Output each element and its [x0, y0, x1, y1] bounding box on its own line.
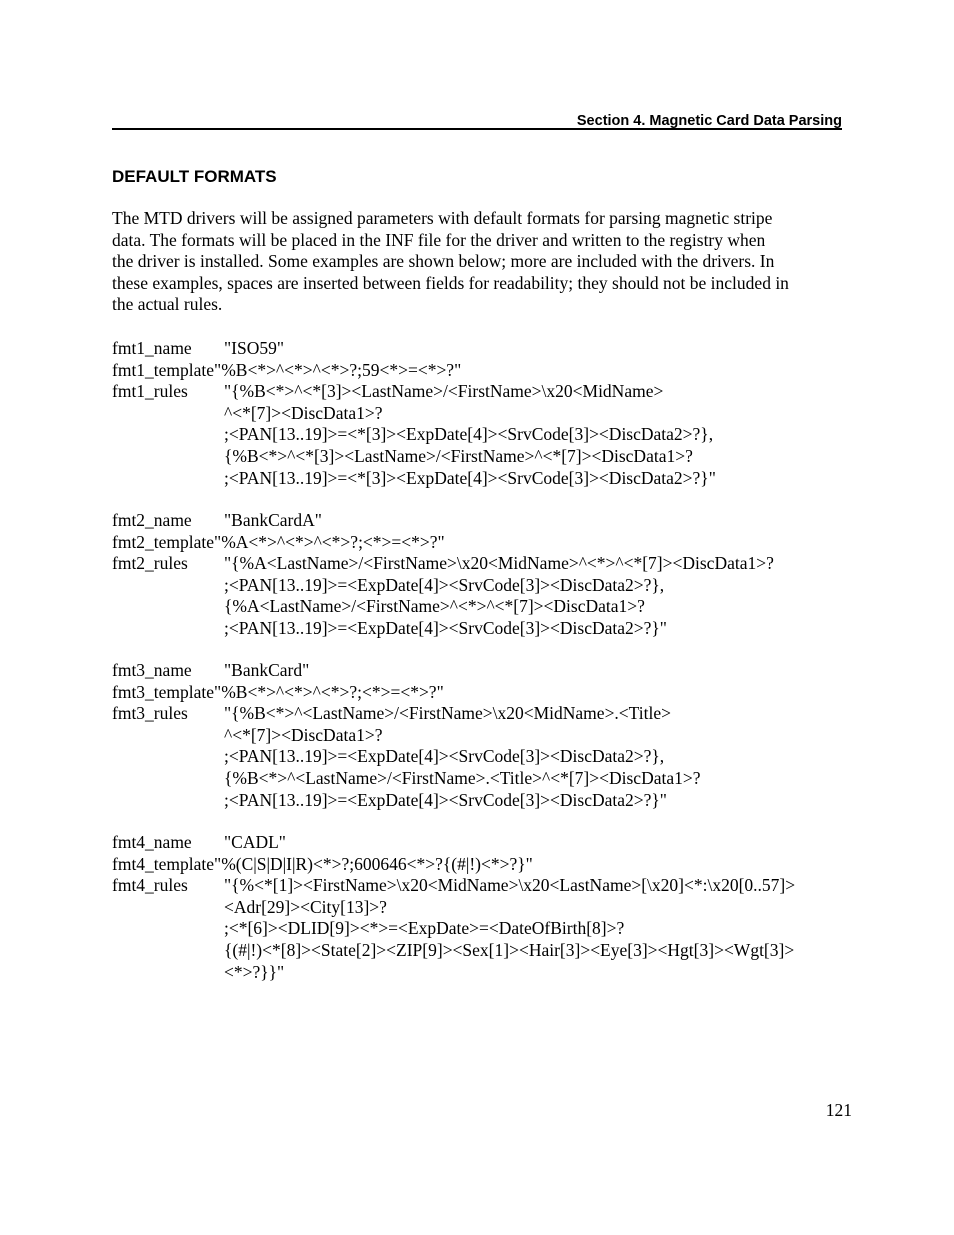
- format-name-row: [112, 510, 842, 532]
- format-rules-key: fmt1_rules: [112, 381, 188, 402]
- format-rules-line: {%B<*>^<LastName>/<FirstName>.<Title>^<*[7]><DiscData1>?: [224, 767, 701, 788]
- format-rules-line: "{%A<LastName>/<FirstName>\x20<MidName>^<*>^<*[7]><DiscData1>?: [224, 553, 774, 574]
- format-name-value: "ISO59": [224, 338, 284, 358]
- format-block-fmt4: [112, 832, 842, 983]
- format-name-key: fmt3_name: [112, 660, 192, 680]
- format-rules-row: [112, 703, 842, 725]
- format-rules-line: ;<PAN[13..19]>=<*[3]><ExpDate[4]><SrvCode[3]><DiscData2>?},: [224, 424, 714, 445]
- format-name-row: [112, 338, 842, 360]
- format-rules-continuation: [112, 403, 842, 425]
- format-name-row: [112, 660, 842, 682]
- format-rules-line: ;<PAN[13..19]>=<ExpDate[4]><SrvCode[3]><DiscData2>?},: [224, 746, 665, 767]
- format-template-text: fmt4_template"%(C|S|D|I|R)<*>?;600646<*>?{(#|!)<*>?}": [112, 853, 533, 874]
- format-template-row: [112, 360, 842, 382]
- format-rules-line: ^<*[7]><DiscData1>?: [224, 402, 383, 423]
- intro-line: The MTD drivers will be assigned parameters with default formats for parsing magnetic stripe: [112, 208, 773, 228]
- format-rules-continuation: [112, 618, 842, 640]
- intro-line: data. The formats will be placed in the INF file for the driver and written to the registry when: [112, 229, 766, 250]
- format-rules-line: ;<PAN[13..19]>=<ExpDate[4]><SrvCode[3]><DiscData2>?},: [224, 574, 665, 595]
- page-number: 121: [825, 1100, 852, 1120]
- format-rules-continuation: [112, 746, 842, 768]
- format-rules-row: [112, 381, 842, 403]
- format-name-row: [112, 832, 842, 854]
- format-rules-line: ;<PAN[13..19]>=<*[3]><ExpDate[4]><SrvCode[3]><DiscData2>?}": [224, 467, 716, 488]
- format-rules-line: {(#|!)<*[8]><State[2]><ZIP[9]><Sex[1]><Hair[3]><Eye[3]><Hgt[3]><Wgt[3]>: [224, 939, 795, 960]
- header-rule: [112, 128, 842, 130]
- format-name-key: fmt2_name: [112, 510, 192, 530]
- format-rules-continuation: [112, 725, 842, 747]
- format-rules-line: <Adr[29]><City[13]>?: [224, 896, 387, 917]
- format-name-key: fmt1_name: [112, 338, 192, 358]
- format-rules-row: [112, 875, 842, 897]
- format-template-text: fmt1_template"%B<*>^<*>^<*>?;59<*>=<*>?": [112, 359, 462, 380]
- format-rules-line: ;<PAN[13..19]>=<ExpDate[4]><SrvCode[3]><DiscData2>?}": [224, 789, 667, 810]
- format-rules-continuation: [112, 468, 842, 490]
- format-block-fmt3: [112, 660, 842, 811]
- format-rules-continuation: [112, 962, 842, 984]
- format-template-row: [112, 682, 842, 704]
- format-name-key: fmt4_name: [112, 832, 192, 852]
- format-rules-continuation: [112, 940, 842, 962]
- intro-line: the actual rules.: [112, 294, 223, 314]
- format-name-value: "CADL": [224, 832, 286, 852]
- format-rules-line: ^<*[7]><DiscData1>?: [224, 724, 383, 745]
- running-header: Section 4. Magnetic Card Data Parsing: [576, 113, 842, 129]
- format-name-value: "BankCardA": [224, 510, 322, 530]
- format-rules-line: "{%<*[1]><FirstName>\x20<MidName>\x20<LastName>[\x20]<*:\x20[0..57]>: [224, 875, 796, 896]
- format-rules-line: "{%B<*>^<*[3]><LastName>/<FirstName>\x20<MidName>: [224, 381, 664, 402]
- format-rules-continuation: [112, 897, 842, 919]
- format-rules-continuation: [112, 790, 842, 812]
- format-template-row: [112, 854, 842, 876]
- format-rules-row: [112, 553, 842, 575]
- format-block-fmt1: [112, 338, 842, 489]
- format-rules-continuation: [112, 446, 842, 468]
- format-rules-line: {%B<*>^<*[3]><LastName>/<FirstName>^<*[7]><DiscData1>?: [224, 445, 693, 466]
- format-template-text: fmt3_template"%B<*>^<*>^<*>?;<*>=<*>?": [112, 681, 444, 702]
- format-rules-line: "{%B<*>^<LastName>/<FirstName>\x20<MidName>.<Title>: [224, 703, 671, 724]
- format-rules-continuation: [112, 918, 842, 940]
- format-block-fmt2: [112, 510, 842, 640]
- format-template-text: fmt2_template"%A<*>^<*>^<*>?;<*>=<*>?": [112, 531, 445, 552]
- format-rules-key: fmt3_rules: [112, 703, 188, 724]
- format-rules-line: ;<PAN[13..19]>=<ExpDate[4]><SrvCode[3]><DiscData2>?}": [224, 617, 667, 638]
- intro-paragraph: [112, 208, 842, 316]
- format-template-row: [112, 532, 842, 554]
- intro-line: the driver is installed. Some examples are shown below; more are included with the drivers. In: [112, 251, 775, 271]
- format-rules-key: fmt2_rules: [112, 553, 188, 574]
- format-rules-continuation: [112, 596, 842, 618]
- format-rules-line: <*>?}}": [224, 961, 285, 982]
- format-rules-line: {%A<LastName>/<FirstName>^<*>^<*[7]><DiscData1>?: [224, 596, 645, 617]
- format-rules-line: ;<*[6]><DLID[9]><*>=<ExpDate>=<DateOfBirth[8]>?: [224, 918, 625, 939]
- format-rules-continuation: [112, 768, 842, 790]
- intro-line: these examples, spaces are inserted between fields for readability; they should not be included in: [112, 272, 789, 293]
- section-heading: DEFAULT FORMATS: [112, 167, 277, 186]
- format-name-value: "BankCard": [224, 660, 310, 680]
- format-rules-key: fmt4_rules: [112, 875, 188, 896]
- format-rules-continuation: [112, 575, 842, 597]
- format-rules-continuation: [112, 424, 842, 446]
